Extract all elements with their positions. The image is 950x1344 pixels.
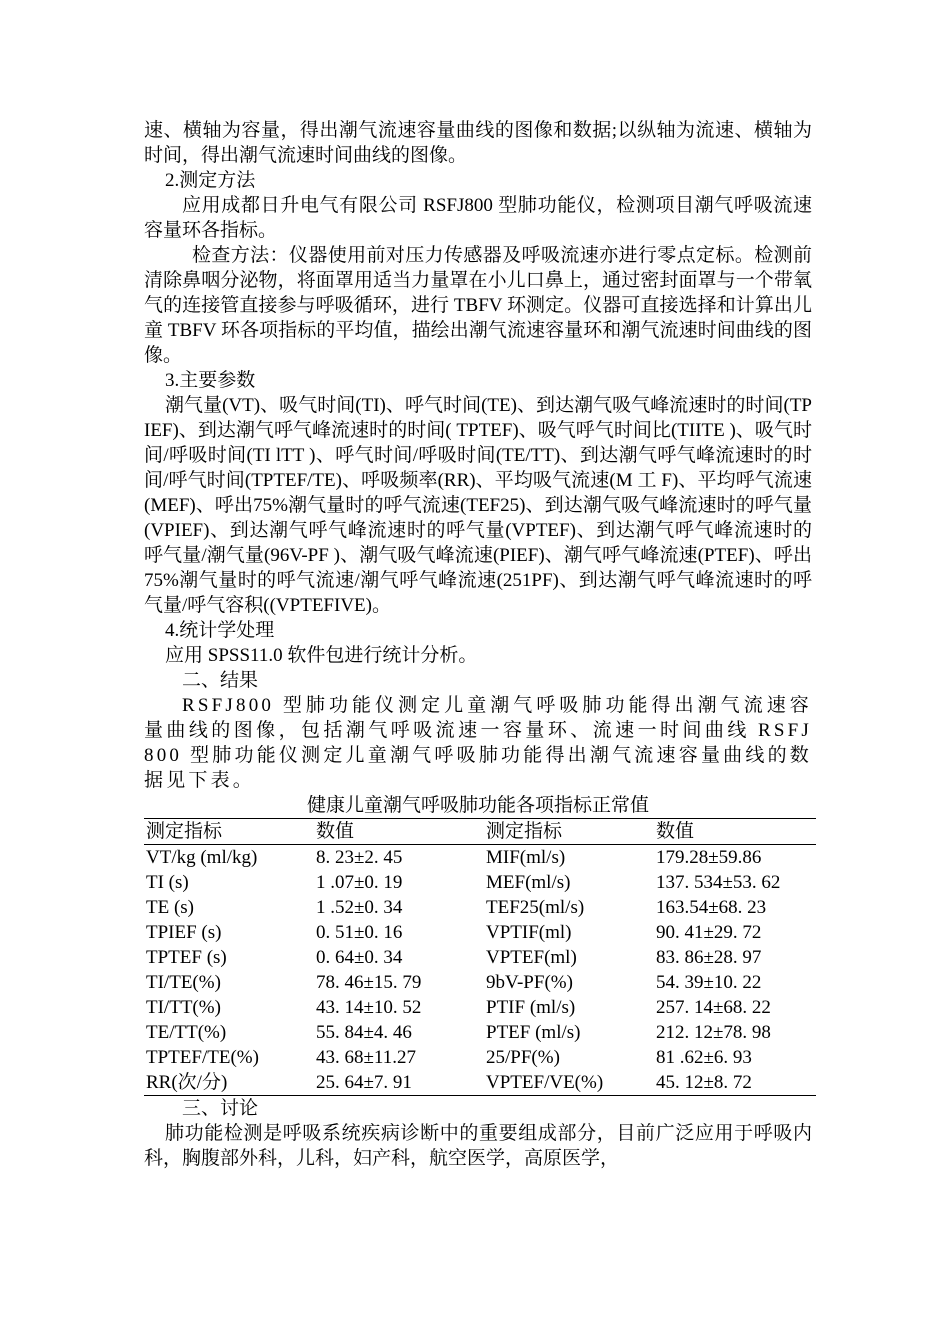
table-cell: 43. 14±10. 52 — [316, 997, 422, 1018]
paragraph-parameters: 潮气量(VT)、吸气时间(TI)、呼气时间(TE)、到达潮气吸气峰流速时的时间(TPIEF)、到达潮气呼气峰流速时的时间( TPTEF)、吸气呼气时间比(TIITE )、吸气时间/呼吸时间(TI lTT )、呼气时间/呼吸时间(TE/TT)、到达潮气呼气峰流速时的时间/呼气时间(TPTEF/TE)、呼吸频率(RR)、平均吸气流速(M 工 F)、平均呼气流速(MEF)、呼出75%潮气量时的呼气流速(TEF25)、到达潮气吸气峰流速时的呼气量(VPIEF)、到达潮气呼气峰流速时的呼气量(VPTEF)、到达潮气呼气峰流速时的呼气量/潮气量(96V-PF )、潮气吸气峰流速(PIEF)、潮气呼气峰流速(PTEF)、呼出 75%潮气量时的呼气流速/潮气呼气峰流速(251PF)、到达潮气呼气峰流速时的呼气量/呼气容积((VPTEFIVE)。 — [144, 395, 812, 616]
table-cell: 137. 534±53. 62 — [656, 872, 781, 893]
table-cell: 55. 84±4. 46 — [316, 1022, 412, 1043]
table-cell: 8. 23±2. 45 — [316, 847, 403, 868]
table-cell: MIF(ml/s) — [486, 847, 566, 868]
table-row — [144, 970, 816, 995]
paragraph-statistics: 应用 SPSS11.0 软件包进行统计分析。 — [165, 645, 478, 666]
table-cell: 257. 14±68. 22 — [656, 997, 771, 1018]
document-page — [144, 118, 812, 1171]
table-cell: TPTEF (s) — [146, 947, 227, 968]
table-cell: TE/TT(%) — [146, 1022, 227, 1043]
paragraph-instrument: 应用成都日升电气有限公司 RSFJ800 型肺功能仪，检测项目潮气呼吸流速容量环各指标。 — [144, 195, 812, 241]
paragraph-method-intro: 速、横轴为容量，得出潮气流速容量曲线的图像和数据;以纵轴为流速、横轴为时间，得出潮气流速时间曲线的图像。 — [144, 120, 812, 166]
table-cell: 43. 68±11.27 — [316, 1047, 416, 1068]
table-header-row — [144, 819, 816, 845]
paragraph-discussion: 肺功能检测是呼吸系统疾病诊断中的重要组成部分，目前广泛应用于呼吸内科，胸腹部外科，儿科，妇产科，航空医学，高原医学， — [144, 1123, 812, 1169]
header-value-1: 数值 — [314, 819, 484, 845]
table-cell: VPTEF/VE(%) — [484, 1070, 654, 1096]
table-cell: 25. 64±7. 91 — [314, 1070, 484, 1096]
table-row — [144, 1070, 816, 1096]
table-cell: TE (s) — [146, 897, 195, 918]
table-cell: MEF(ml/s) — [486, 872, 571, 893]
table-row — [144, 945, 816, 970]
table-cell: 78. 46±15. 79 — [316, 972, 422, 993]
table-row — [144, 895, 816, 920]
table-row — [144, 845, 816, 871]
table-cell: TPIEF (s) — [146, 922, 222, 943]
table-cell: 1 .52±0. 34 — [316, 897, 403, 918]
header-value-2: 数值 — [654, 819, 816, 845]
table-row — [144, 870, 816, 895]
heading-results: 二、结果 — [182, 670, 259, 691]
table-cell: PTEF (ml/s) — [486, 1022, 581, 1043]
heading-measurement-method: 2.测定方法 — [165, 170, 256, 191]
table-cell: 25/PF(%) — [486, 1047, 560, 1068]
heading-discussion: 三、讨论 — [182, 1098, 259, 1119]
header-indicator-2: 测定指标 — [484, 819, 654, 845]
heading-main-parameters: 3.主要参数 — [165, 370, 256, 391]
table-cell: TEF25(ml/s) — [486, 897, 585, 918]
table-cell: TI (s) — [146, 872, 189, 893]
table-cell: TI/TE(%) — [146, 972, 221, 993]
table-cell: 83. 86±28. 97 — [656, 947, 762, 968]
table-cell: VPTEF(ml) — [486, 947, 577, 968]
table-cell: 0. 51±0. 16 — [316, 922, 403, 943]
table-cell: 81 .62±6. 93 — [656, 1047, 752, 1068]
heading-statistics: 4.统计学处理 — [165, 620, 275, 641]
table-row — [144, 1020, 816, 1045]
table-row — [144, 1045, 816, 1070]
table-cell: RR(次/分) — [144, 1070, 314, 1096]
table-cell: 163.54±68. 23 — [656, 897, 767, 918]
header-indicator-1: 测定指标 — [144, 819, 314, 845]
table-cell: 0. 64±0. 34 — [316, 947, 403, 968]
table-cell: 45. 12±8. 72 — [654, 1070, 816, 1096]
table-row — [144, 995, 816, 1020]
table-cell: TI/TT(%) — [146, 997, 221, 1018]
table-cell: 90. 41±29. 72 — [656, 922, 762, 943]
table-cell: 179.28±59.86 — [656, 847, 762, 868]
table-cell: TPTEF/TE(%) — [146, 1047, 259, 1068]
table-caption: 健康儿童潮气呼吸肺功能各项指标正常值 — [306, 795, 649, 816]
table-cell: 54. 39±10. 22 — [656, 972, 762, 993]
table-row — [144, 920, 816, 945]
table-cell: VPTIF(ml) — [486, 922, 572, 943]
table-cell: 9bV-PF(%) — [486, 972, 573, 993]
normal-values-table — [144, 818, 816, 1096]
paragraph-check-method: 检查方法：仪器使用前对压力传感器及呼吸流速亦进行零点定标。检测前清除鼻咽分泌物，将面罩用适当力量罩在小儿口鼻上，通过密封面罩与一个带氧气的连接管直接参与呼吸循环，进行 TBFV 环测定。仪器可直接选择和计算出儿童 TBFV 环各项指标的平均值，描绘出潮气流速容量环和潮气流速时间曲线的图像。 — [144, 245, 812, 366]
paragraph-results: RSFJ800 型肺功能仪测定儿童潮气呼吸肺功能得出潮气流速容量曲线的图像，包括潮气呼吸流速一容量环、流速一时间曲线 RSFJ800 型肺功能仪测定儿童潮气呼吸肺功能得出潮气流速容量曲线的数据见下表。 — [144, 695, 812, 791]
table-cell: VT/kg (ml/kg) — [146, 847, 258, 868]
table-cell: 212. 12±78. 98 — [656, 1022, 771, 1043]
table-cell: 1 .07±0. 19 — [316, 872, 403, 893]
table-cell: PTIF (ml/s) — [486, 997, 576, 1018]
